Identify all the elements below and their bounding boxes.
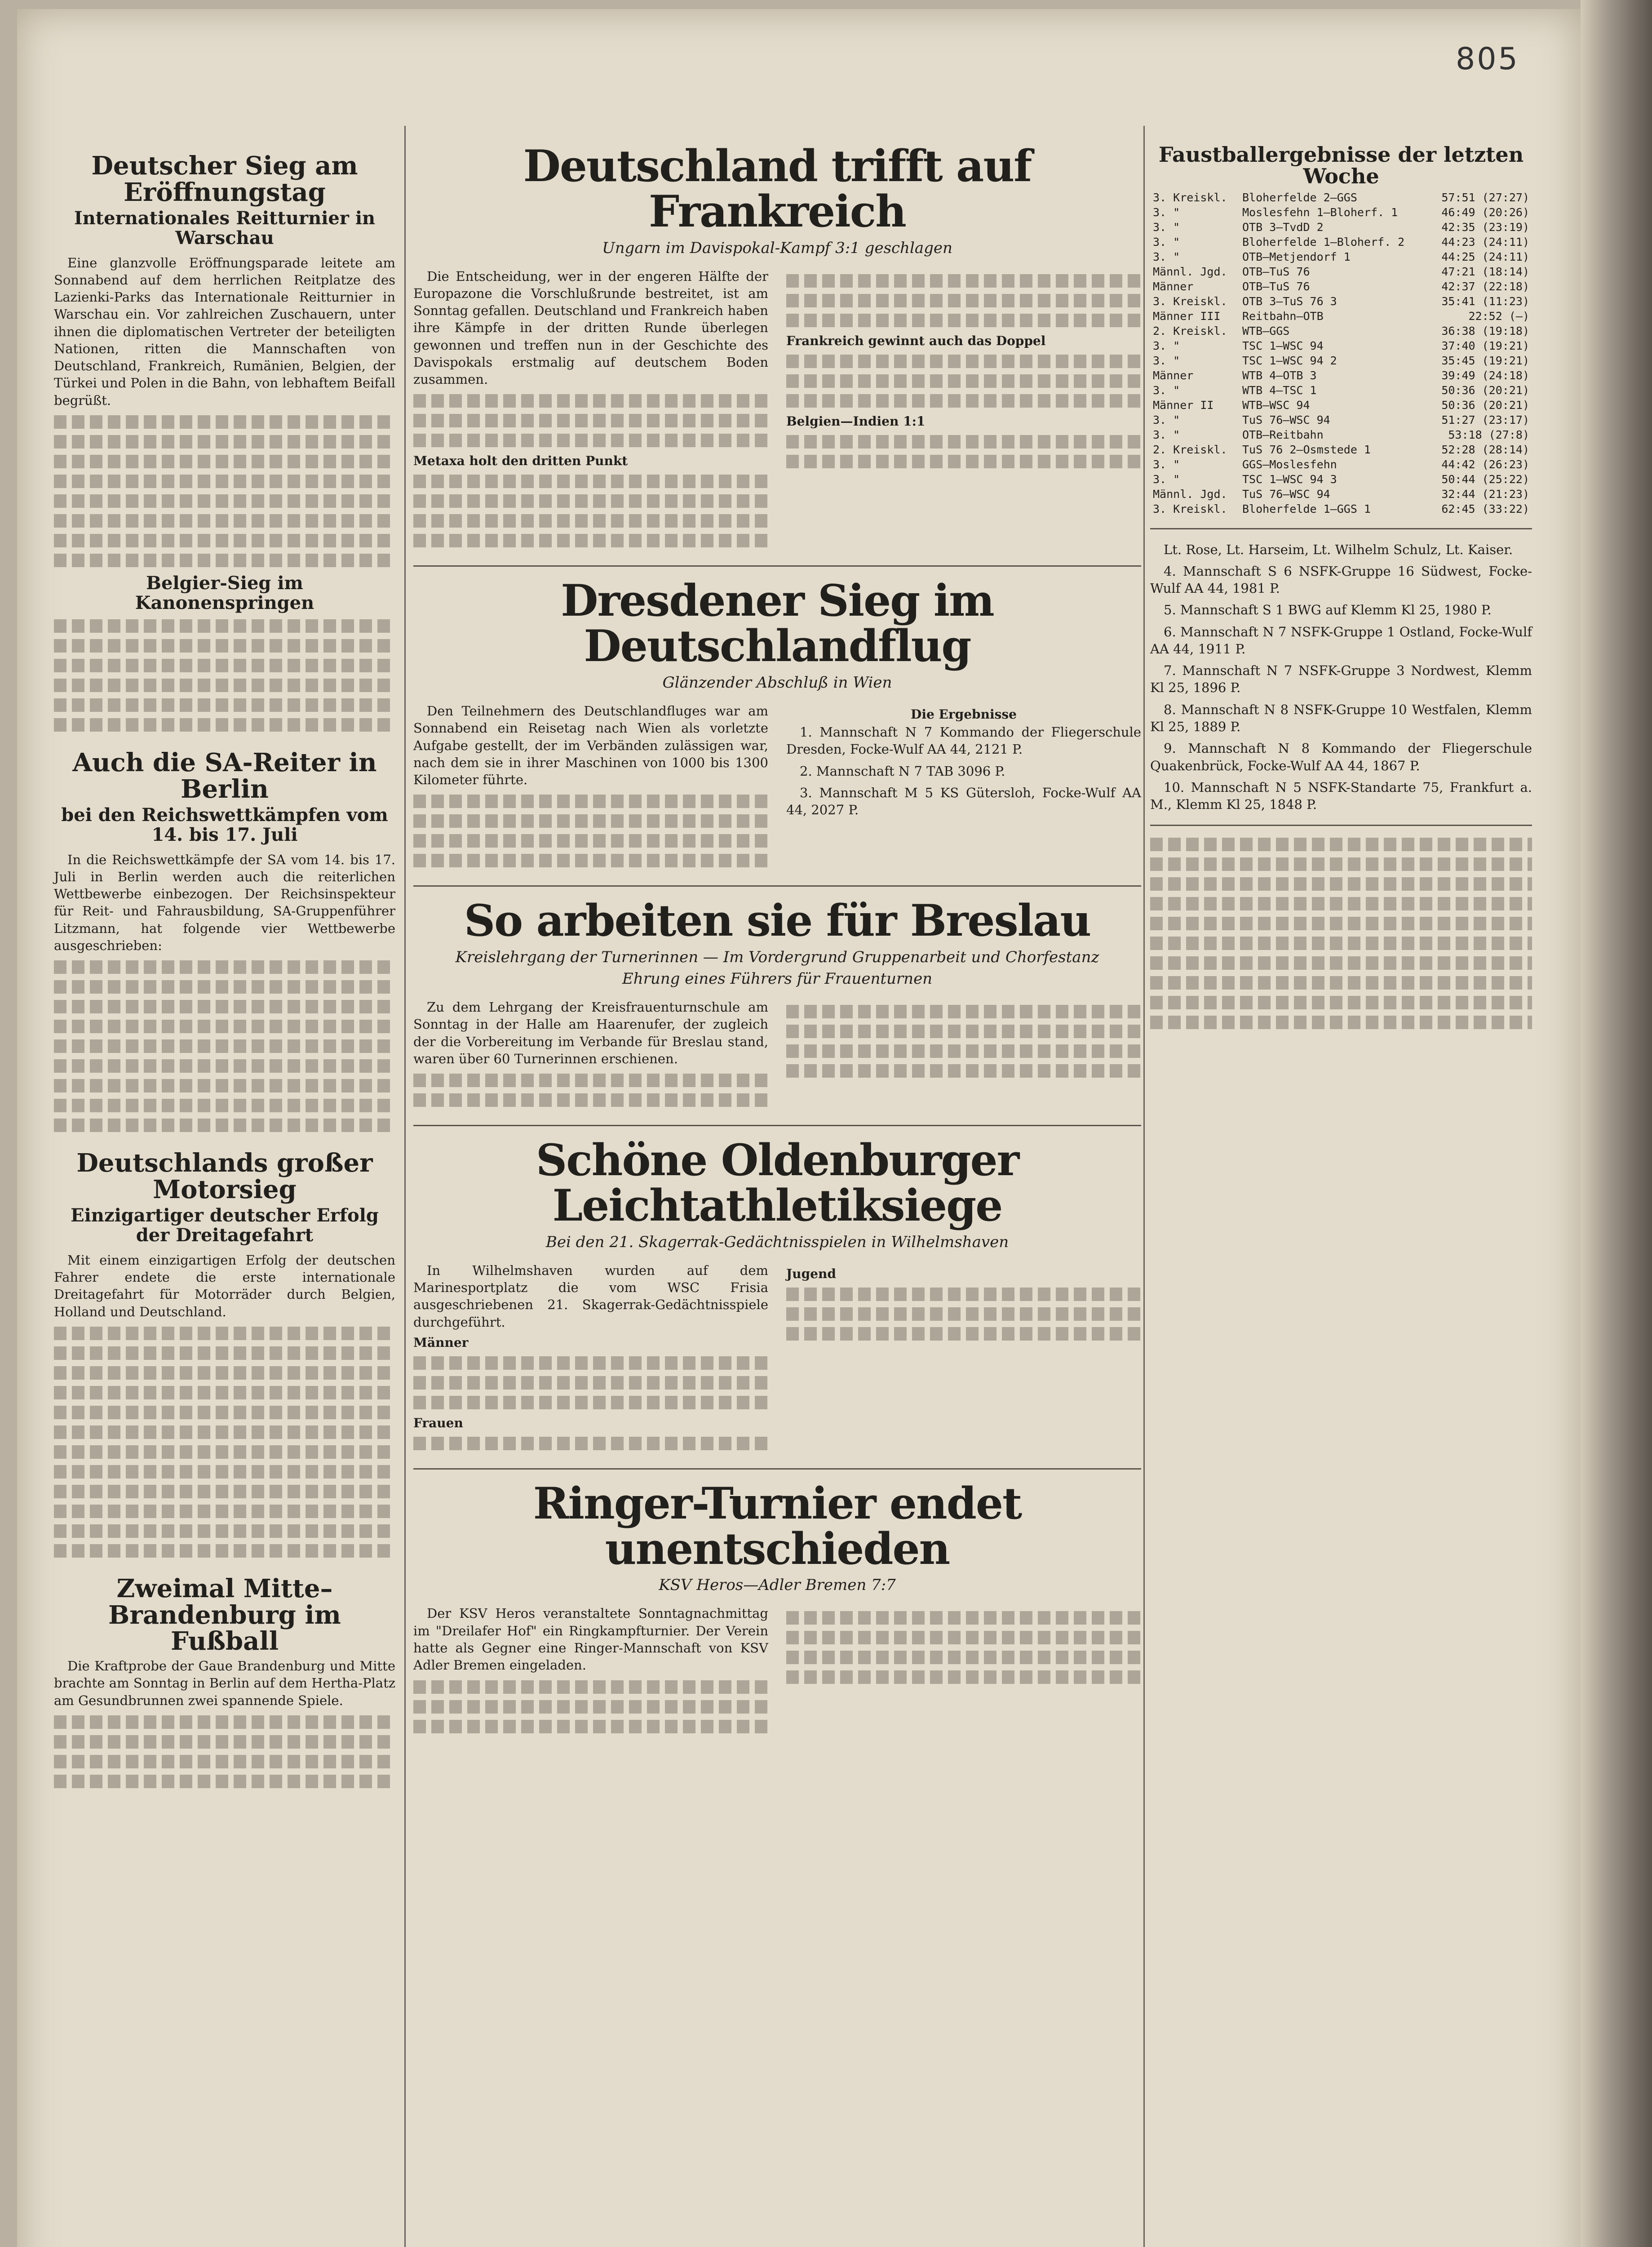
table-cell: TuS 76—WSC 94 bbox=[1242, 487, 1330, 501]
table-row bbox=[1150, 324, 1532, 338]
table-cell: WTB—GGS bbox=[1242, 324, 1290, 337]
text-block bbox=[54, 435, 395, 449]
text-block bbox=[786, 314, 1141, 327]
table-cell: 57:51 (27:27) bbox=[1441, 191, 1529, 204]
text-block bbox=[54, 1079, 395, 1092]
table-cell: 42:37 (22:18) bbox=[1441, 280, 1529, 293]
table-cell: 2. Kreiskl. bbox=[1153, 324, 1227, 337]
result-line: 1. Mannschaft N 7 Kommando der Fliegerschule Dresden, Focke-Wulf AA 44, 2121 P. bbox=[786, 724, 1141, 757]
text-block bbox=[54, 619, 395, 633]
table-cell: WTB—WSC 94 bbox=[1242, 398, 1310, 412]
text-block bbox=[786, 435, 1141, 449]
paragraph: Die Entscheidung, wer in der engeren Hälfte der Europazone die Vorschlußrunde bestreitet, ist am Sonntag gefallen. Deutschland und Frankreich haben ihre Kämpfe in der dritten Runde überlegen gewonnen und treffen nun in der Geschichte des Davispokals erstmalig auf deutschem Boden zusammen. bbox=[413, 268, 768, 387]
subheadline: KSV Heros—Adler Bremen 7:7 bbox=[659, 1576, 896, 1594]
table-row bbox=[1150, 279, 1532, 294]
table-cell: OTB—TuS 76 bbox=[1242, 265, 1310, 278]
table-cell: TuS 76—WSC 94 bbox=[1242, 413, 1330, 426]
text-block bbox=[413, 1093, 768, 1107]
table-cell: Männer bbox=[1153, 369, 1194, 382]
text-block bbox=[786, 1651, 1141, 1664]
text-block bbox=[413, 1720, 768, 1733]
results-table bbox=[1150, 190, 1532, 516]
text-block bbox=[786, 1327, 1141, 1341]
table-cell: 3. Kreiskl. bbox=[1153, 502, 1227, 515]
table-cell: 3. " bbox=[1153, 235, 1180, 249]
table-cell: 44:42 (26:23) bbox=[1441, 457, 1529, 471]
paragraph: Mit einem einzigartigen Erfolg der deutschen Fahrer endete die erste internationale Dreitagefahrt für Motorräder durch Belgien, Holland und Deutschland. bbox=[54, 1252, 395, 1319]
result-line: 3. Mannschaft M 5 KS Gütersloh, Focke-Wulf AA 44, 2027 P. bbox=[786, 785, 1141, 818]
table-cell: OTB 3—TuS 76 3 bbox=[1242, 294, 1337, 308]
table-cell: OTB—Metjendorf 1 bbox=[1242, 250, 1351, 263]
text-block bbox=[54, 679, 395, 692]
text-block bbox=[413, 1376, 768, 1390]
main-headline: Deutschland trifft auf Frankreich bbox=[523, 141, 1032, 237]
table-cell: WTB 4—TSC 1 bbox=[1242, 383, 1317, 397]
headline: Dresdener Sieg im Deutschlandflug bbox=[561, 575, 994, 672]
table-cell: 62:45 (33:22) bbox=[1441, 502, 1529, 515]
column-divider bbox=[404, 126, 406, 2247]
table-cell: 3. " bbox=[1153, 383, 1180, 397]
table-row bbox=[1150, 442, 1532, 457]
table-cell: 35:45 (19:21) bbox=[1441, 354, 1529, 367]
table-cell: 50:36 (20:21) bbox=[1441, 383, 1529, 397]
table-cell: 3. Kreiskl. bbox=[1153, 294, 1227, 308]
table-cell: WTB 4—OTB 3 bbox=[1242, 369, 1317, 382]
section-heading: Männer bbox=[413, 1335, 469, 1350]
paragraph: Die Kraftprobe der Gaue Brandenburg und Mitte brachte am Sonntag in Berlin auf dem Hertha-Platz am Gesundbrunnen zwei spannende Spiele. bbox=[54, 1658, 395, 1708]
paragraph: Zu dem Lehrgang der Kreisfrauenturnschule am Sonntag in der Halle am Haarenufer, der zugleich der die Vorbereitung im Verbande für Breslau stand, waren über 60 Turnerinnen erschienen. bbox=[413, 999, 768, 1066]
headline: Deutschlands großer Motorsieg bbox=[76, 1148, 373, 1204]
text-block bbox=[1150, 877, 1532, 891]
table-cell: 46:49 (20:26) bbox=[1441, 205, 1529, 219]
headline: Zweimal Mitte–Brandenburg im Fußball bbox=[108, 1573, 341, 1656]
table-cell: Moslesfehn 1—Bloherf. 1 bbox=[1242, 205, 1398, 219]
text-block bbox=[786, 1307, 1141, 1321]
subheadline: Belgier-Sieg im Kanonenspringen bbox=[135, 572, 314, 613]
table-row bbox=[1150, 383, 1532, 398]
table-row bbox=[1150, 502, 1532, 516]
text-block bbox=[413, 414, 768, 427]
text-block bbox=[54, 1445, 395, 1459]
text-block bbox=[54, 980, 395, 994]
subheadline: Internationales Reitturnier in Warschau bbox=[74, 207, 376, 249]
scan-edge bbox=[1581, 0, 1652, 2247]
table-cell: Bloherfelde 2—GGS bbox=[1242, 191, 1357, 204]
paragraph: Eine glanzvolle Eröffnungsparade leitete am Sonnabend auf dem herrlichen Reitplatze des Lazienki-Parks das Internationale Reitturnier in Warschau ein. Vor zahlreichen Zuschauern, unter ihnen die diplomatischen Vertreter der beteiligten Nationen, ritten die Mannschaften von Deutschland, Frankreich, Rumänien, Belgien, der Türkei und Polen in die Bahn, von lebhaftem Beifall begrüßt. bbox=[54, 255, 395, 408]
text-block bbox=[1150, 897, 1532, 910]
table-row bbox=[1150, 249, 1532, 264]
table-cell: Bloherfelde 1—Bloherf. 2 bbox=[1242, 235, 1405, 249]
text-block bbox=[54, 1485, 395, 1498]
subheadline: Einzigartiger deutscher Erfolg der Dreitagefahrt bbox=[71, 1204, 379, 1246]
table-row bbox=[1150, 190, 1532, 205]
text-block bbox=[1150, 1016, 1532, 1029]
table-cell: 32:44 (21:23) bbox=[1441, 487, 1529, 501]
headline: Deutscher Sieg am Eröffnungstag bbox=[91, 151, 358, 207]
table-cell: 3. Kreiskl. bbox=[1153, 191, 1227, 204]
table-cell: 3. " bbox=[1153, 354, 1180, 367]
text-block bbox=[786, 1288, 1141, 1301]
text-block bbox=[1150, 976, 1532, 990]
paragraph: In die Reichswettkämpfe der SA vom 14. bis 17. Juli in Berlin werden auch die reiterlichen Wettbewerbe einbezogen. Der Reichsinspekteur für Reit- und Fahrausbildung, SA-Gruppenführer Litzmann, hat folgende vier Wettbewerbe ausgeschrieben: bbox=[54, 852, 395, 953]
table-row bbox=[1150, 398, 1532, 413]
table-cell: OTB—TuS 76 bbox=[1242, 280, 1310, 293]
text-block bbox=[54, 1544, 395, 1558]
text-block bbox=[54, 554, 395, 567]
subheadline: Glänzender Abschluß in Wien bbox=[662, 674, 892, 692]
text-block bbox=[54, 514, 395, 528]
text-block bbox=[54, 494, 395, 508]
text-block bbox=[54, 1425, 395, 1439]
result-line: 2. Mannschaft N 7 TAB 3096 P. bbox=[800, 763, 1005, 779]
table-cell: 50:36 (20:21) bbox=[1441, 398, 1529, 412]
table-cell: Männl. Jgd. bbox=[1153, 265, 1227, 278]
divider bbox=[413, 565, 1141, 567]
subheadline: Ehrung eines Führers für Frauenturnen bbox=[622, 970, 933, 988]
table-cell: OTB—Reitbahn bbox=[1242, 428, 1324, 441]
text-block bbox=[786, 394, 1141, 408]
table-row bbox=[1150, 487, 1532, 502]
text-block bbox=[54, 1775, 395, 1788]
table-cell: 3. " bbox=[1153, 220, 1180, 234]
paragraph: Der KSV Heros veranstaltete Sonntagnachmittag im "Dreilafer Hof" ein Ringkampfturnier. Der Verein hatte als Gegner eine Ringer-Mannschaft von KSV Adler Bremen eingeladen. bbox=[413, 1606, 768, 1673]
text-block bbox=[54, 475, 395, 488]
text-block bbox=[786, 1670, 1141, 1684]
section-heading: Frauen bbox=[413, 1415, 463, 1430]
text-block bbox=[413, 1437, 768, 1450]
column-divider bbox=[1143, 126, 1145, 2247]
table-row bbox=[1150, 338, 1532, 353]
text-block bbox=[1150, 917, 1532, 930]
text-block bbox=[54, 1386, 395, 1399]
table-row bbox=[1150, 472, 1532, 487]
text-block bbox=[413, 854, 768, 867]
subheadline: Bei den 21. Skagerrak-Gedächtnisspielen in Wilhelmshaven bbox=[545, 1233, 1009, 1251]
subheadline: Kreislehrgang der Turnerinnen — Im Vordergrund Gruppenarbeit und Chorfestanz bbox=[455, 948, 1099, 967]
paragraph: Lt. Rose, Lt. Harseim, Lt. Wilhelm Schulz, Lt. Kaiser. bbox=[1164, 542, 1513, 557]
table-cell: 44:25 (24:11) bbox=[1441, 250, 1529, 263]
table-cell: 36:38 (19:18) bbox=[1441, 324, 1529, 337]
text-block bbox=[54, 1465, 395, 1479]
text-block bbox=[786, 274, 1141, 288]
section-heading: Metaxa holt den dritten Punkt bbox=[413, 453, 628, 469]
text-block bbox=[786, 1631, 1141, 1644]
table-cell: 3. " bbox=[1153, 457, 1180, 471]
text-block bbox=[54, 1366, 395, 1380]
text-block bbox=[786, 1064, 1141, 1078]
table-row bbox=[1150, 294, 1532, 309]
text-block bbox=[413, 494, 768, 508]
table-row bbox=[1150, 220, 1532, 235]
table-cell: 3. " bbox=[1153, 250, 1180, 263]
paragraph: In Wilhelmshaven wurden auf dem Marinesportplatz die vom WSC Frisia ausgeschriebenen 21. Skagerrak-Gedächtnisspiele durchgeführt. bbox=[413, 1262, 768, 1330]
table-cell: Männl. Jgd. bbox=[1153, 487, 1227, 501]
text-block bbox=[54, 718, 395, 732]
divider bbox=[1150, 528, 1532, 529]
text-block bbox=[54, 698, 395, 712]
text-block bbox=[54, 1020, 395, 1033]
result-line: 4. Mannschaft S 6 NSFK-Gruppe 16 Südwest, Focke-Wulf AA 44, 1981 P. bbox=[1150, 563, 1532, 596]
subheadline: Ungarn im Davispokal-Kampf 3:1 geschlagen bbox=[602, 239, 952, 257]
section-heading: Die Ergebnisse bbox=[911, 707, 1017, 722]
text-block bbox=[54, 1755, 395, 1768]
text-block bbox=[413, 394, 768, 408]
table-cell: Männer bbox=[1153, 280, 1194, 293]
column-center bbox=[413, 135, 1141, 1740]
text-block bbox=[1150, 956, 1532, 970]
section-heading: Jugend bbox=[786, 1266, 836, 1281]
text-block bbox=[54, 1327, 395, 1340]
text-block bbox=[786, 1025, 1141, 1038]
text-block bbox=[54, 1039, 395, 1053]
text-block bbox=[54, 1524, 395, 1538]
table-cell: 35:41 (11:23) bbox=[1441, 294, 1529, 308]
text-block bbox=[54, 415, 395, 429]
table-cell: 3. " bbox=[1153, 472, 1180, 486]
table-cell: Reitbahn—OTB bbox=[1242, 309, 1324, 323]
table-cell: TuS 76 2—Osmstede 1 bbox=[1242, 443, 1371, 456]
table-cell: 53:18 (27:8) bbox=[1448, 428, 1529, 441]
paragraph: Den Teilnehmern des Deutschlandfluges war am Sonnabend ein Reisetag nach Wien als vorletzte Aufgabe gestellt, der im Verbänden zulässigen war, nach dem sie in ihrer Maschinen von 1000 bis 1300 Kilometer führte. bbox=[413, 703, 768, 788]
table-cell: TSC 1—WSC 94 bbox=[1242, 339, 1324, 352]
text-block bbox=[54, 639, 395, 653]
headline: Auch die SA-Reiter in Berlin bbox=[72, 747, 377, 804]
text-block bbox=[786, 1044, 1141, 1058]
text-block bbox=[413, 1680, 768, 1694]
subheadline: bei den Reichswettkämpfen vom 14. bis 17. Juli bbox=[61, 804, 388, 845]
table-row bbox=[1150, 205, 1532, 220]
text-block bbox=[54, 1346, 395, 1360]
table-cell: 3. " bbox=[1153, 413, 1180, 426]
table-cell: 3. " bbox=[1153, 339, 1180, 352]
headline: Ringer-Turnier endet unentschieden bbox=[533, 1478, 1022, 1574]
table-cell: Männer III bbox=[1153, 309, 1221, 323]
text-block bbox=[1150, 838, 1532, 851]
table-cell: GGS—Moslesfehn bbox=[1242, 457, 1337, 471]
table-row bbox=[1150, 309, 1532, 324]
table-row bbox=[1150, 413, 1532, 427]
table-cell: 51:27 (23:17) bbox=[1441, 413, 1529, 426]
text-block bbox=[1150, 996, 1532, 1009]
text-block bbox=[54, 1099, 395, 1112]
text-block bbox=[786, 1005, 1141, 1018]
column-right bbox=[1150, 135, 1532, 1035]
table-row bbox=[1150, 427, 1532, 442]
headline: Faustballergebnisse der letzten Woche bbox=[1158, 142, 1524, 189]
headline: So arbeiten sie für Breslau bbox=[464, 895, 1091, 946]
table-cell: 50:44 (25:22) bbox=[1441, 472, 1529, 486]
text-block bbox=[1150, 937, 1532, 950]
table-cell: 2. Kreiskl. bbox=[1153, 443, 1227, 456]
text-block bbox=[54, 455, 395, 468]
text-block bbox=[54, 534, 395, 547]
table-cell: Männer II bbox=[1153, 398, 1214, 412]
text-block bbox=[413, 795, 768, 808]
table-cell: 22:52 (—) bbox=[1468, 309, 1529, 323]
divider bbox=[413, 1125, 1141, 1126]
text-block bbox=[54, 1505, 395, 1518]
text-block bbox=[54, 1715, 395, 1729]
table-cell: 37:40 (19:21) bbox=[1441, 339, 1529, 352]
text-block bbox=[1150, 857, 1532, 871]
result-line: 6. Mannschaft N 7 NSFK-Gruppe 1 Ostland, Focke-Wulf AA 44, 1911 P. bbox=[1150, 624, 1532, 657]
text-block bbox=[786, 294, 1141, 307]
text-block bbox=[413, 1356, 768, 1370]
result-line: 7. Mannschaft N 7 NSFK-Gruppe 3 Nordwest, Klemm Kl 25, 1896 P. bbox=[1150, 663, 1532, 696]
result-line: 8. Mannschaft N 8 NSFK-Gruppe 10 Westfalen, Klemm Kl 25, 1889 P. bbox=[1150, 702, 1532, 734]
table-row bbox=[1150, 368, 1532, 383]
text-block bbox=[413, 534, 768, 547]
divider bbox=[413, 885, 1141, 887]
table-cell: TSC 1—WSC 94 3 bbox=[1242, 472, 1337, 486]
table-row bbox=[1150, 457, 1532, 472]
table-cell: 39:49 (24:18) bbox=[1441, 369, 1529, 382]
table-cell: OTB 3—TvdD 2 bbox=[1242, 220, 1324, 234]
text-block bbox=[54, 659, 395, 672]
text-block bbox=[413, 834, 768, 848]
text-block bbox=[413, 514, 768, 528]
text-block bbox=[54, 960, 395, 974]
column-left bbox=[54, 135, 395, 1794]
table-cell: 42:35 (23:19) bbox=[1441, 220, 1529, 234]
text-block bbox=[54, 1119, 395, 1132]
table-row bbox=[1150, 235, 1532, 249]
text-block bbox=[413, 1074, 768, 1087]
page-number: 805 bbox=[1456, 41, 1519, 77]
table-row bbox=[1150, 264, 1532, 279]
result-line: 10. Mannschaft N 5 NSFK-Standarte 75, Frankfurt a. M., Klemm Kl 25, 1848 P. bbox=[1150, 779, 1532, 813]
text-block bbox=[54, 1735, 395, 1749]
table-cell: 44:23 (24:11) bbox=[1441, 235, 1529, 249]
text-block bbox=[54, 1000, 395, 1013]
text-block bbox=[413, 814, 768, 828]
divider bbox=[1150, 825, 1532, 826]
text-block bbox=[786, 355, 1141, 368]
text-block bbox=[413, 434, 768, 447]
text-block bbox=[54, 1059, 395, 1073]
table-cell: 52:28 (28:14) bbox=[1441, 443, 1529, 456]
result-line: 5. Mannschaft S 1 BWG auf Klemm Kl 25, 1980 P. bbox=[1164, 602, 1492, 618]
section-heading: Belgien—Indien 1:1 bbox=[786, 413, 926, 429]
text-block bbox=[413, 1700, 768, 1714]
divider bbox=[413, 1468, 1141, 1470]
table-cell: Bloherfelde 1—GGS 1 bbox=[1242, 502, 1371, 515]
text-block bbox=[413, 1396, 768, 1409]
table-row bbox=[1150, 353, 1532, 368]
headline: Schöne Oldenburger Leichtathletiksiege bbox=[536, 1135, 1019, 1231]
table-cell: TSC 1—WSC 94 2 bbox=[1242, 354, 1337, 367]
text-block bbox=[413, 475, 768, 488]
section-heading: Frankreich gewinnt auch das Doppel bbox=[786, 333, 1046, 348]
result-line: 9. Mannschaft N 8 Kommando der Fliegerschule Quakenbrück, Focke-Wulf AA 44, 1867 P. bbox=[1150, 741, 1532, 773]
table-cell: 47:21 (18:14) bbox=[1441, 265, 1529, 278]
table-cell: 3. " bbox=[1153, 205, 1180, 219]
text-block bbox=[786, 1611, 1141, 1625]
text-block bbox=[54, 1406, 395, 1419]
text-block bbox=[786, 374, 1141, 388]
table-cell: 3. " bbox=[1153, 428, 1180, 441]
text-block bbox=[786, 455, 1141, 468]
